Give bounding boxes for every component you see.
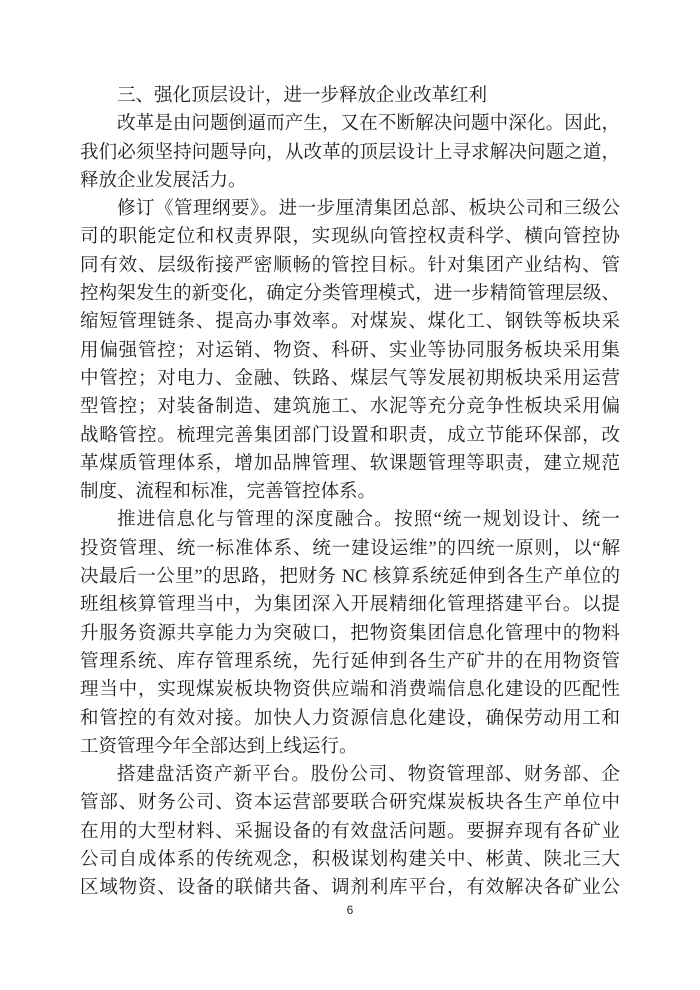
- text-line: 区域物资、设备的联储共备、调剂利库平台，有效解决各矿业公: [80, 878, 620, 899]
- document-body: [80, 82, 620, 903]
- text-line: 我们必须坚持问题导向，从改革的顶层设计上寻求解决问题之道，: [80, 142, 620, 163]
- paragraphs: [80, 110, 620, 902]
- text-line: 型管控；对装备制造、建筑施工、水泥等充分竞争性板块采用偏: [80, 397, 620, 418]
- text-line: 用偏强管控；对运销、物资、科研、实业等协同服务板块采用集: [80, 340, 620, 361]
- text-line: 和管控的有效对接。加快人力资源信息化建设，确保劳动用工和: [80, 708, 620, 729]
- text-line: 决最后一公里”的思路，把财务 NC 核算系统延伸到各生产单位的: [80, 567, 620, 588]
- text-line: 理当中，实现煤炭板块物资供应端和消费端信息化建设的匹配性: [80, 680, 620, 701]
- text-line: 班组核算管理当中，为集团深入开展精细化管理搭建平台。以提: [80, 595, 620, 616]
- section-heading: 三、强化顶层设计，进一步释放企业改革红利: [117, 86, 488, 106]
- text-line: 在用的大型材料、采掘设备的有效盘活问题。要摒弃现有各矿业: [80, 821, 620, 842]
- text-line: 司的职能定位和权责界限，实现纵向管控权责科学、横向管控协: [80, 227, 620, 248]
- text-line: 推进信息化与管理的深度融合。按照“统一规划设计、统一: [117, 510, 620, 531]
- text-line: 改革是由问题倒逼而产生，又在不断解决问题中深化。因此，: [117, 114, 620, 135]
- text-line: 管理系统、库存管理系统，先行延伸到各生产矿井的在用物资管: [80, 651, 620, 672]
- text-line: 战略管控。梳理完善集团部门设置和职责，成立节能环保部，改: [80, 425, 620, 446]
- text-line: 缩短管理链条、提高办事效率。对煤炭、煤化工、钢铁等板块采: [80, 312, 620, 333]
- page-number: 6: [346, 903, 354, 917]
- text-line: 工资管理今年全部达到上线运行。: [80, 736, 358, 757]
- text-line: 公司自成体系的传统观念，积极谋划构建关中、彬黄、陕北三大: [80, 850, 620, 871]
- text-line: 管部、财务公司、资本运营部要联合研究煤炭板块各生产单位中: [80, 793, 620, 814]
- text-line: 革煤质管理体系，增加品牌管理、软课题管理等职责，建立规范: [80, 453, 620, 474]
- text-line: 升服务资源共享能力为突破口，把物资集团信息化管理中的物料: [80, 623, 620, 644]
- text-line: 中管控；对电力、金融、铁路、煤层气等发展初期板块采用运营: [80, 368, 620, 389]
- text-line: 释放企业发展活力。: [80, 170, 247, 191]
- text-line: 制度、流程和标准，完善管控体系。: [80, 482, 377, 503]
- text-line: 修订《管理纲要》。进一步厘清集团总部、板块公司和三级公: [117, 199, 620, 220]
- text-line: 控构架发生的新变化，确定分类管理模式，进一步精简管理层级、: [80, 284, 620, 305]
- text-line: 同有效、层级衔接严密顺畅的管控目标。针对集团产业结构、管: [80, 255, 620, 276]
- text-line: 投资管理、统一标准体系、统一建设运维”的四统一原则，以“解: [80, 538, 620, 559]
- text-line: 搭建盘活资产新平台。股份公司、物资管理部、财务部、企: [117, 765, 620, 786]
